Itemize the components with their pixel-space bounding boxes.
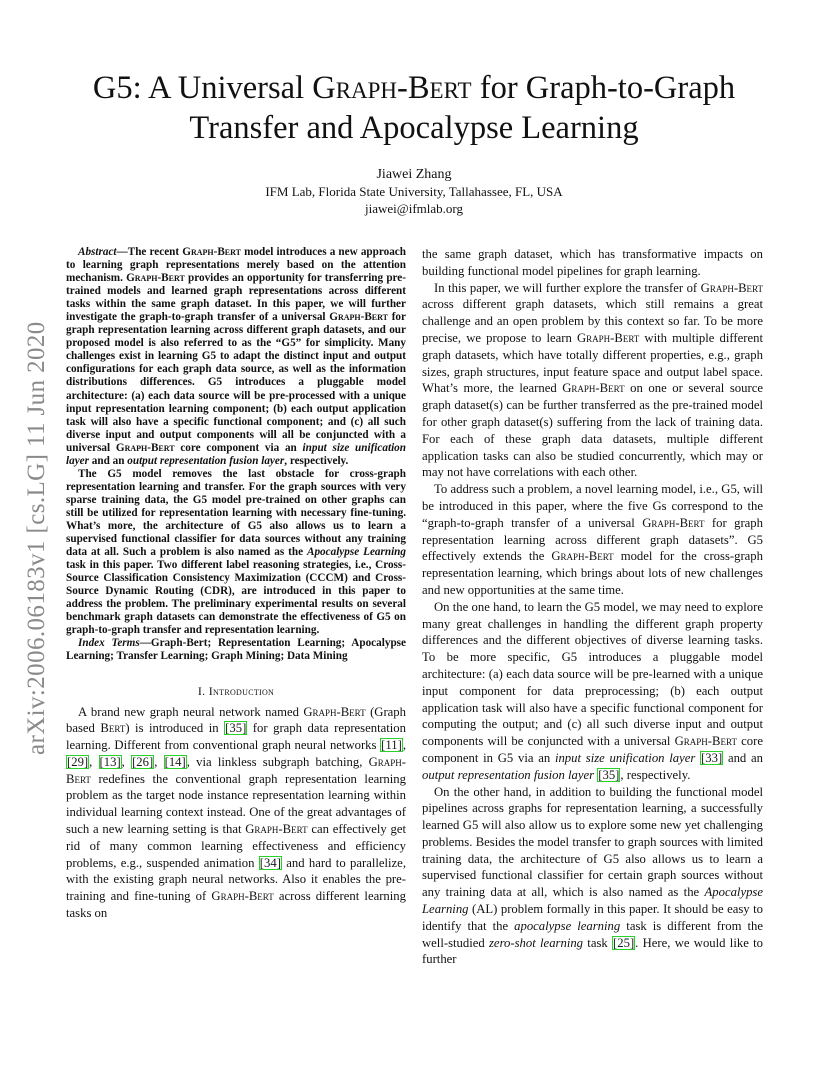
abstract-italic: output representation fusion layer [127,454,285,467]
body-text: task [583,935,613,950]
body-text: for graph data representation learning. Different from conventional graph neural networks [66,721,406,753]
body-text: On the one hand, to learn the G5 model, we may need to explore many great challenges in handling the different graph property differences and the different objectives of diverse learning tasks. To be more specific, G5 introduces a pluggable model architecture: (a) each data source will be pre-learned with a unique input component for data preprocessing; (b) each output application task will also have a specific functional component for computing the output; and (c) all such diverse input and output components will be conjuncted with a universal [422,599,763,749]
body-text: A brand new graph neural network named [78,704,304,719]
arxiv-stamp-svg [14,290,52,760]
abstract-paragraph-1 [66,246,406,468]
graph-bert-term: Graph-Bert [126,272,185,285]
intro-body [66,704,406,922]
index-terms-lead: Index Terms [78,637,140,650]
arxiv-stamp-text: arXiv:2006.06183v1 [cs.LG] 11 Jun 2020 [23,321,50,755]
left-column [66,246,406,922]
title-hyphen: - [397,70,408,106]
graph-bert-term: Graph-Bert [551,549,614,564]
title-part: G5: A Universal [92,70,313,106]
body-text: (AL) problem formally in this paper. It should be easy to identify that the [422,902,763,933]
intro-paragraph-1: A brand new graph neural network named Graph-Bert (Graph based Bert) is introduced in [35] for graph data representation learning. Different from conventional graph neural networks [11], [29], [13], [26], [14], via linkless subgraph batching, Graph-Bert redefines the conventional graph representation learning problem as the target node instance representation learning within individual learning context instead. One of the great advantages of such a new learning setting is that Graph-Bert can effectively get rid of many common learning effectiveness and efficiency problems, e.g., suspended animation [34] and hard to parallelize, with the existing graph neural networks. Also it enables the pre-training and fine-tuning of Graph-Bert across different learning tasks on [66,704,407,921]
body-text: on one or several source graph dataset(s) can be further transferred as the pre-trained model for other graph dataset(s) suffering from the lack of training data. For each of these graph data datasets, multiple different application tasks can also be studied concurrently, which may or may not have correlations with each other. [422,381,763,480]
graph-bert-term: Graph-Bert [674,734,737,749]
graph-bert-term: Graph-Bert [303,704,366,719]
body-text: redefines the conventional graph representation learning problem as the target node instance representation learning within individual learning context instead. One of the great advantages of such a new learning setting is that [66,771,406,837]
graph-bert-term: Graph-Bert [642,515,705,530]
citation-link[interactable]: [26] [132,754,154,769]
right-paragraph-3 [422,599,763,784]
citation-link[interactable]: [34] [259,855,281,870]
index-terms-text: —Graph-Bert; Representation Learning; Apocalypse Learning; Transfer Learning; Graph Mining; Data Mining [66,637,406,663]
body-italic: output representation fusion layer [422,767,595,782]
body-text: model for the cross-graph representation learning, which brings about lots of new challenges and new opportunities at the same time. [422,549,763,597]
body-text: can effectively get rid of many common learning effectiveness and efficiency problems, e.g., suspended animation [66,822,406,870]
body-italic: zero-shot learning [489,935,584,950]
abstract-paragraph-2 [66,468,406,638]
body-text: In this paper, we will further explore the transfer of [434,280,701,295]
graph-bert-term: Graph-Bert [66,754,407,786]
body-text: To address such a problem, a novel learning model, i.e., G5, will be introduced in this paper, where the five Gs correspond to the “graph-to-graph transfer of a universal [422,482,763,530]
paper-title [60,68,768,148]
section-heading-introduction [66,684,406,698]
citation-link[interactable]: [29] [67,754,89,769]
right-paragraph-4 [422,784,763,969]
author-name: Jiawei Zhang [376,167,452,182]
abstract-text: task in this paper. Two different label reasoning strategies, i.e., Cross-Source Classification Consistency Maximization (CCCM) and Cross-Source Dynamic Routing (CDR), are introduced in this paper to address the problem. The preliminary experimental results on several benchmark graph datasets can demonstrate the effectiveness of G5 on graph-to-graph transfer and representation learning. [66,559,406,637]
body-text: . Here, we would like to further [422,935,763,967]
citation-link[interactable]: [33] [701,750,723,765]
body-italic: apocalypse learning [514,918,621,933]
citation-link[interactable]: [35] [598,767,620,782]
citation-link[interactable]: [13] [99,754,121,769]
title-graph: Graph [312,70,398,106]
body-italic: Apocalypse Learning [422,885,763,917]
author-affiliation: IFM Lab, Florida State University, Tallahassee, FL, USA [265,184,563,199]
citation-link[interactable]: [14] [164,754,186,769]
graph-bert-term: Graph-Bert [115,441,175,454]
title-bert: Bert [407,70,472,106]
citation-link[interactable]: [35] [225,721,247,736]
body-text: On the other hand, in addition to building the functional model pipelines across graphs for representation learning, a successfully learned G5 will also allow us to explore some new yet challenging problems. Besides the model transfer to graph sources with limited training data, the architecture of G5 also allows us to learn a supervised functional classifier for certain graph sources without any training data at all, which is also named as the [422,784,763,900]
body-text: across different learning tasks on [66,889,406,921]
body-text: task is different from the well-studied [422,918,763,950]
abstract-italic: Apocalypse Learning [306,546,406,559]
index-terms [66,637,406,663]
abstract-text: for graph representation learning across different graph datasets, and our proposed model is also referred to as the “G5” for simplicity. Many challenges exist in learning G5 to adapt the distinct input and output configurations for each graph data source, as well as the information distributions differences. G5 introduces a pluggable model architecture: (a) each data source will be pre-processed with a unique input representation learning component; (b) each output application task will also have a specific functional component; and (c) all such diverse input and output components will all be conjuncted with a universal [66,311,406,454]
graph-bert-term: Graph-Bert [245,822,308,837]
abstract-lead: Abstract [78,246,117,258]
body-text: (Graph based [66,704,406,736]
abstract-text: and an [89,454,128,467]
graph-bert-term: Graph-Bert [700,280,763,295]
section-title: Introduction [208,683,275,698]
right-paragraph-1 [422,280,763,482]
body-text: across different graph datasets, which still remains a great challenge and an open problem by this context so far. To be more precise, we propose to learn [422,297,763,345]
abstract-text: —The recent [116,246,183,258]
body-text: and hard to parallelize, with the existing graph neural networks. Also it enables the pre-training and fine-tuning of [66,855,406,904]
body-text: for graph representation learning across different graph datasets”. G5 effectively extends the [422,515,763,564]
bert-term: Bert [100,721,126,736]
graph-bert-term: Graph-Bert [211,889,274,904]
right-paragraph-2 [422,481,763,599]
graph-bert-term: Graph-Bert [576,330,640,345]
citation-link[interactable]: [11] [381,738,402,753]
graph-bert-term: Graph-Bert [329,311,388,324]
graph-bert-term: Graph-Bert [562,381,625,396]
arxiv-side-stamp [14,290,52,760]
abstract-text: , respectively. [284,454,349,467]
title-part-end: for Graph-to-Graph [471,70,736,106]
abstract-text: provides an opportunity for transferring pre-trained models and learned graph representations across different tasks within the same graph dataset. In this paper, we will further investigate the graph-to-graph transfer of a universal [66,272,407,324]
graph-bert-term: Graph-Bert [182,246,241,258]
body-text: , via linkless subgraph batching, [186,754,369,769]
title-line-1 [60,68,768,108]
body-text: with multiple different graph datasets, which have totally different properties, e.g., graph sizes, graph structures, input feature space and output label space. What’s more, the learned [422,330,763,396]
abstract-text: model introduces a new approach to learning graph representations merely based on the attention mechanism. [66,246,406,285]
abstract-italic: input size unification layer [66,441,406,467]
citation-link[interactable]: [25] [613,935,635,950]
abstract-text: The G5 model removes the last obstacle for cross-graph representation learning and transfer. For the graph sources with very sparse training data, the G5 model pre-trained on other graphs can still be utilized for representation learning with necessary fine-tuning. What’s more, the architecture of G5 also allows us to learn a supervised functional classifier for data sources without any training data at all. Such a problem is also named as the [66,467,406,559]
right-column [422,246,763,968]
title-line-2: Transfer and Apocalypse Learning [189,110,639,146]
abstract [66,246,406,664]
section-number: I. [197,683,209,698]
right-paragraph-0: the same graph dataset, which has transformative impacts on building functional model pipelines for graph learning. [422,247,763,278]
body-text: core component in G5 via an [422,734,763,765]
author-email: jiawei@ifmlab.org [364,201,463,216]
body-text: ) is introduced in [125,721,225,736]
body-italic: input size unification layer [554,750,696,765]
abstract-text: core component via an [174,441,303,454]
body-text: , respectively. [620,767,691,782]
body-text: and an [723,750,763,765]
